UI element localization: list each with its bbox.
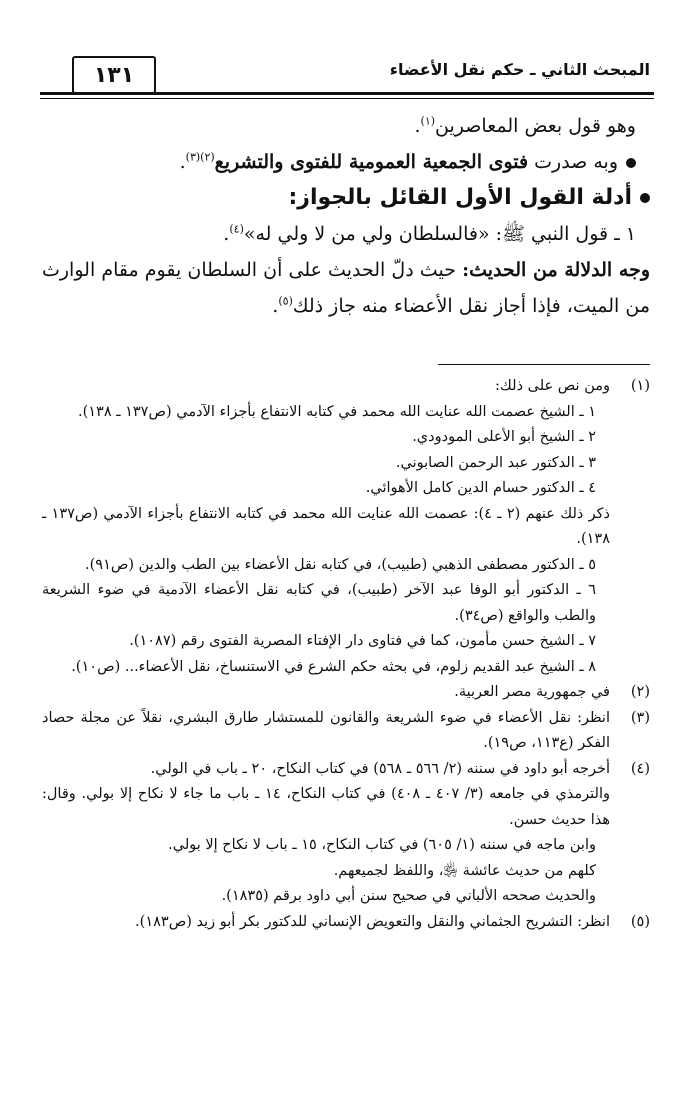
footnote-4 <box>42 757 650 910</box>
footnote-number: (٥) <box>630 913 650 930</box>
main-text <box>42 108 650 324</box>
punct: . <box>223 223 230 245</box>
bold-text: فتوى الجمعية العمومية للفتوى والتشريع <box>214 151 529 173</box>
bold-text: وجه الدلالة من الحديث: <box>462 259 650 281</box>
bullet-icon <box>626 158 636 168</box>
footnote-line: كلهم من حديث عائشة ﵂، واللفظ لجميعهم. <box>333 862 596 879</box>
footnote-body: انظر: نقل الأعضاء في ضوء الشريعة والقانون للمستشار طارق البشري، نقلاً عن مجلة حصاد الفكر (ع١١٣، ص١٩). <box>42 709 610 751</box>
page-number-box <box>72 56 156 94</box>
footnote-2 <box>42 680 650 706</box>
footnote-body: في جمهورية مصر العربية. <box>454 684 610 700</box>
text-line: وبه صدرت <box>528 151 618 173</box>
footnote-line: ومن نص على ذلك: <box>495 378 610 394</box>
footnote-number: (١) <box>630 378 650 394</box>
footnote-line: ٧ ـ الشيخ حسن مأمون، كما في فتاوى دار الإفتاء المصرية الفتوى رقم (١٠٨٧). <box>129 633 596 649</box>
footnote-number: (٣) <box>630 709 650 726</box>
footnote-number: (٤) <box>630 760 650 777</box>
footnote-ref: (٥) <box>278 294 293 308</box>
text-line: حيث دلّ الحديث على أن السلطان يقوم مقام الوارث من الميت، فإذا أجاز نقل الأعضاء منه جاز ذلك <box>42 259 650 317</box>
footnote-line: ٢ ـ الشيخ أبو الأعلى المودودي. <box>412 429 596 445</box>
footnote-line: ٤ ـ الدكتور حسام الدين كامل الأهوائي. <box>365 480 596 496</box>
punct: . <box>179 151 186 173</box>
header-rule-thin <box>40 98 654 99</box>
page-number: ١٣١ <box>93 62 135 88</box>
paragraph-2 <box>42 144 650 180</box>
footnote-line: ٨ ـ الشيخ عبد القديم زلوم، في بحثه حكم الشرع في الاستنساخ، نقل الأعضاء... (ص١٠). <box>71 658 596 675</box>
footnote-5 <box>42 910 650 936</box>
bullet-icon <box>640 193 650 203</box>
paragraph-4 <box>42 252 650 324</box>
text-line: وهو قول بعض المعاصرين <box>435 115 636 137</box>
footnote-line: وابن ماجه في سننه (١/ ٦٠٥) في كتاب النكاح، ١٥ ـ باب لا نكاح إلا بولي. <box>168 837 596 853</box>
footnote-ref: (١) <box>420 114 436 128</box>
footnote-3 <box>42 706 650 757</box>
punct: . <box>414 115 421 137</box>
footnote-ref: (٤) <box>229 222 244 236</box>
footnote-line: والترمذي في جامعه (٣/ ٤٠٧ ـ ٤٠٨) في كتاب النكاح، ١٤ ـ باب ما جاء لا نكاح إلا بولي. وقال: هذا حديث حسن. <box>42 786 610 828</box>
footnote-line: ١ ـ الشيخ عصمت الله عنايت الله محمد في كتابه الانتفاع بأجزاء الآدمي (ص١٣٧ ـ ١٣٨). <box>77 403 596 420</box>
footnote-line: والحديث صححه الألباني في صحيح سنن أبي داود برقم (١٨٣٥). <box>221 888 596 904</box>
header-rule-thick <box>40 92 654 95</box>
section-heading <box>42 180 650 216</box>
footnote-body: انظر: التشريح الجثماني والنقل والتعويض الإنساني للدكتور بكر أبو زيد (ص١٨٣). <box>135 913 610 930</box>
footnotes <box>42 374 650 935</box>
footnote-line: ٦ ـ الدكتور أبو الوفا عبد الآخر (طبيب)، في كتابه نقل الأعضاء الآدمية في ضوء الشريعة والطب والواقع (ص٣٤). <box>42 582 596 624</box>
footnote-1 <box>42 374 650 680</box>
text-line: ١ ـ قول النبي ﷺ: «فالسلطان ولي من لا ولي له» <box>243 223 636 245</box>
footnote-ref: (٢)(٣) <box>185 150 215 164</box>
paragraph-1 <box>42 108 650 144</box>
footnote-separator <box>438 364 650 365</box>
heading-text: أدلة القول الأول القائل بالجواز: <box>288 185 632 210</box>
footnote-line: أخرجه أبو داود في سننه (٢/ ٥٦٦ ـ ٥٦٨) في كتاب النكاح، ٢٠ ـ باب في الولي. <box>150 760 610 777</box>
paragraph-3 <box>42 216 650 252</box>
running-header-title: المبحث الثاني ـ حكم نقل الأعضاء <box>389 60 650 79</box>
footnote-line: ٥ ـ الدكتور مصطفى الذهبي (طبيب)، في كتابه نقل الأعضاء بين الطب والدين (ص٩١). <box>85 556 596 573</box>
footnote-number: (٢) <box>630 684 650 700</box>
footnote-line: ٣ ـ الدكتور عبد الرحمن الصابوني. <box>395 454 596 471</box>
footnote-body <box>42 374 610 680</box>
punct: . <box>272 295 279 317</box>
footnote-line: ذكر ذلك عنهم (٢ ـ ٤): عصمت الله عنايت الله محمد في كتابه الانتفاع بأجزاء الآدمي (ص١٣٧ ـ ١٣٨). <box>42 505 610 547</box>
footnote-body <box>42 757 610 910</box>
